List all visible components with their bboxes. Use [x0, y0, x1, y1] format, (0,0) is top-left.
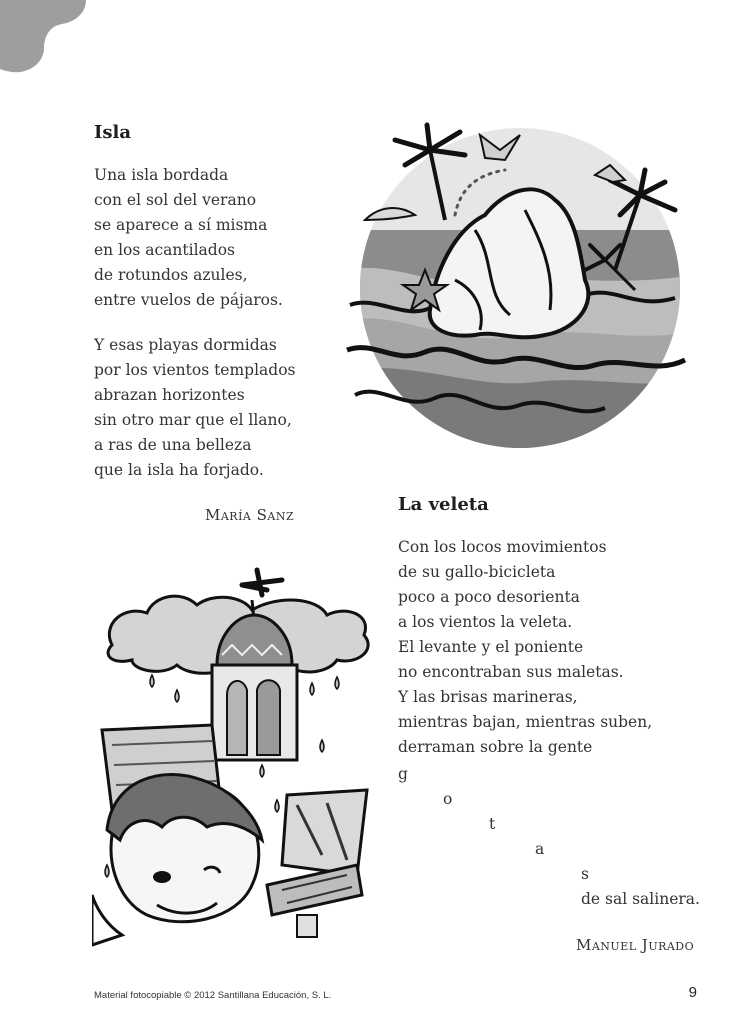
verse-line: que la isla ha forjado.	[94, 461, 264, 479]
poem-veleta-author	[576, 936, 694, 954]
poem-title-la-veleta: La veleta	[398, 494, 489, 515]
falling-letter: s	[581, 865, 589, 883]
page-number: 9	[688, 984, 697, 1001]
poem-isla-author	[205, 506, 294, 524]
verse-line: a ras de una belleza	[94, 436, 252, 454]
author-name: María Sanz	[205, 506, 295, 524]
verse-line: derraman sobre la gente	[398, 738, 593, 756]
verse-line: por los vientos templados	[94, 361, 296, 379]
verse-line: Y esas playas dormidas	[94, 336, 277, 354]
verse-line: sin otro mar que el llano,	[94, 411, 292, 429]
verse-line: a los vientos la veleta.	[398, 613, 573, 631]
verse-line: Con los locos movimientos	[398, 538, 607, 556]
verse-line: poco a poco desorienta	[398, 588, 580, 606]
verse-line-final: de sal salinera.	[581, 890, 700, 908]
corner-decoration	[0, 0, 90, 80]
verse-line: Y las brisas marineras,	[398, 688, 578, 706]
poem-veleta-stanza	[398, 535, 652, 760]
verse-line: Una isla bordada	[94, 166, 229, 184]
verse-line: entre vuelos de pájaros.	[94, 291, 283, 309]
verse-line: de su gallo-bicicleta	[398, 563, 556, 581]
verse-line: no encontraban sus maletas.	[398, 663, 624, 681]
verse-line: El levante y el poniente	[398, 638, 584, 656]
weathervane-illustration	[92, 565, 392, 955]
verse-line: en los acantilados	[94, 241, 235, 259]
falling-letter: t	[489, 815, 496, 833]
verse-line: abrazan horizontes	[94, 386, 245, 404]
verse-line: mientras bajan, mientras suben,	[398, 713, 653, 731]
verse-line: con el sol del verano	[94, 191, 257, 209]
falling-letter: a	[535, 840, 545, 858]
verse-line: se aparece a sí misma	[94, 216, 268, 234]
poem-isla-stanza-1	[94, 163, 283, 313]
poem-isla-stanza-2	[94, 333, 296, 483]
island-illustration	[335, 120, 705, 450]
poem-title-isla: Isla	[94, 122, 132, 143]
verse-line: de rotundos azules,	[94, 266, 248, 284]
author-name: Manuel Jurado	[576, 936, 695, 954]
copyright-footer: Material fotocopiable © 2012 Santillana Educación, S. L.	[94, 990, 332, 1001]
falling-letter: g	[398, 765, 408, 783]
falling-letter: o	[443, 790, 453, 808]
